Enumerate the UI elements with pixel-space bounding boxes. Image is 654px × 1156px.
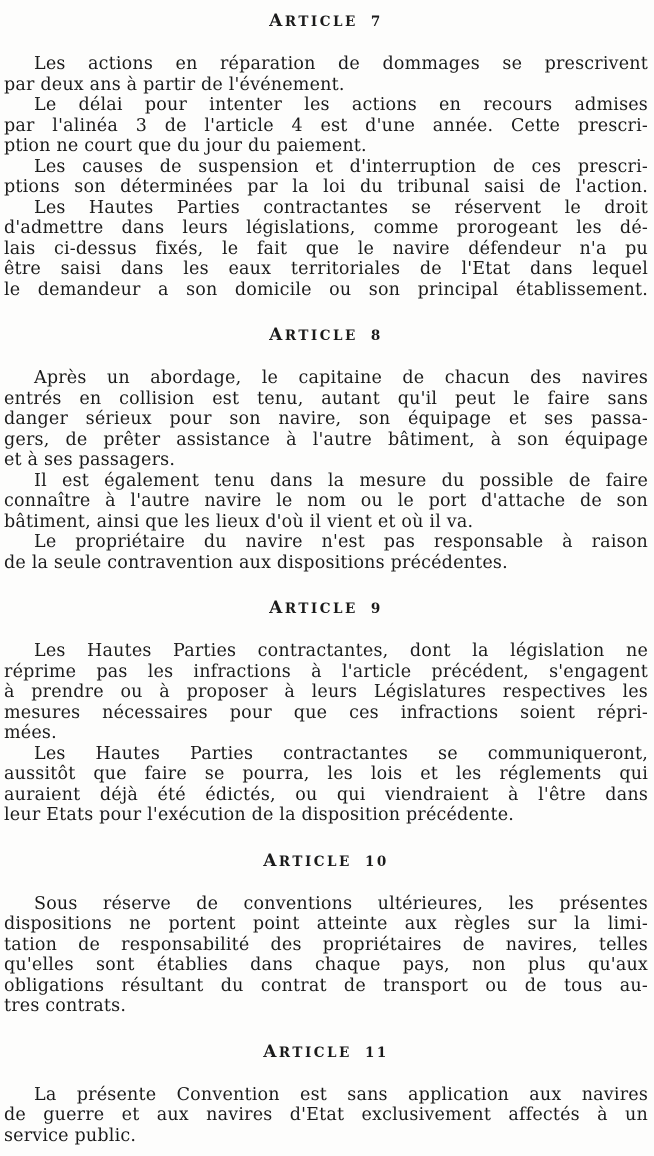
paragraph-line: Les Hautes Parties contractantes se réservent le droit bbox=[34, 197, 648, 218]
article-7-section bbox=[4, 11, 648, 300]
article-10-section bbox=[4, 851, 648, 1017]
paragraph-line: entrés en collision est tenu, autant qu'il peut le faire sans bbox=[4, 388, 648, 409]
article-11-heading: ARTICLE 11 bbox=[263, 1041, 389, 1062]
paragraph-line: Il est également tenu dans la mesure du possible de faire bbox=[34, 470, 648, 491]
paragraph-line: gers, de prêter assistance à l'autre bâtiment, à son équipage bbox=[4, 429, 648, 450]
paragraph-line: tation de responsabilité des propriétaires de navires, telles bbox=[4, 934, 648, 955]
article-7-paragraph-3 bbox=[4, 157, 648, 198]
paragraph-line: Le délai pour intenter les actions en recours admises bbox=[34, 95, 648, 115]
paragraph-line: danger sérieux pour son navire, son équipage et ses passa- bbox=[4, 409, 648, 429]
paragraph-line: Sous réserve de conventions ultérieures, les présentes bbox=[34, 893, 648, 914]
paragraph-line: service public. bbox=[4, 1125, 137, 1146]
paragraph-line: ptions son déterminées par la loi du tribunal saisi de l'action. bbox=[4, 177, 648, 197]
paragraph-line: obligations résultant du contrat de transport ou de tous au- bbox=[4, 975, 648, 996]
article-9-section bbox=[4, 598, 648, 826]
article-10-paragraph-1 bbox=[4, 894, 648, 1017]
article-10-heading: ARTICLE 10 bbox=[263, 850, 389, 871]
paragraph-line: mées. bbox=[4, 723, 57, 743]
paragraph-line: ption ne court que du jour du paiement. bbox=[4, 136, 367, 156]
paragraph-line: le demandeur a son domicile ou son principal établissement. bbox=[4, 279, 648, 300]
article-9-paragraph-2 bbox=[4, 744, 648, 826]
paragraph-line: réprime pas les infractions à l'article précédent, s'engagent bbox=[4, 661, 648, 682]
paragraph-line: bâtiment, ainsi que les lieux d'où il vient et où il va. bbox=[4, 511, 474, 532]
paragraph-line: La présente Convention est sans application aux navires bbox=[34, 1084, 648, 1105]
article-8-paragraph-1 bbox=[4, 368, 648, 471]
paragraph-line: qu'elles sont établies dans chaque pays, non plus qu'aux bbox=[4, 955, 648, 975]
article-9-paragraph-1 bbox=[4, 641, 648, 744]
article-8-paragraph-3 bbox=[4, 532, 648, 573]
article-11-section bbox=[4, 1042, 648, 1147]
paragraph-line: par deux ans à partir de l'événement. bbox=[4, 74, 345, 95]
paragraph-line: Les actions en réparation de dommages se prescrivent bbox=[34, 54, 648, 74]
paragraph-line: auraient déjà été édictés, ou qui viendraient à l'être dans bbox=[4, 784, 648, 805]
paragraph-line: connaître à l'autre navire le nom ou le port d'attache de son bbox=[4, 491, 648, 511]
article-7-paragraph-1 bbox=[4, 54, 648, 95]
paragraph-line: être saisi dans les eaux territoriales de l'Etat dans lequel bbox=[4, 259, 648, 279]
paragraph-line: mesures nécessaires pour que ces infractions soient répri- bbox=[4, 702, 648, 723]
paragraph-line: leur Etats pour l'exécution de la disposition précédente. bbox=[4, 805, 515, 825]
article-7-paragraph-4 bbox=[4, 198, 648, 301]
article-11-paragraph-1 bbox=[4, 1085, 648, 1147]
article-8-section bbox=[4, 325, 648, 573]
paragraph-line: Les Hautes Parties contractantes se communiqueront, bbox=[34, 743, 648, 764]
paragraph-line: de la seule contravention aux dispositions précédentes. bbox=[4, 552, 508, 573]
paragraph-line: par l'alinéa 3 de l'article 4 est d'une année. Cette prescri- bbox=[4, 115, 648, 136]
paragraph-line: tres contrats. bbox=[4, 996, 127, 1016]
article-9-heading: ARTICLE 9 bbox=[269, 598, 383, 618]
paragraph-line: Les Hautes Parties contractantes, dont la législation ne bbox=[34, 641, 648, 661]
paragraph-line: lais ci-dessus fixés, le fait que le navire défendeur n'a pu bbox=[4, 238, 648, 259]
article-8-paragraph-2 bbox=[4, 471, 648, 533]
paragraph-line: dispositions ne portent point atteinte aux règles sur la limi- bbox=[4, 914, 648, 934]
paragraph-line: à prendre ou à proposer à leurs Législatures respectives les bbox=[4, 682, 648, 702]
paragraph-line: de guerre et aux navires d'Etat exclusivement affectés à un bbox=[4, 1105, 648, 1125]
article-8-heading: ARTICLE 8 bbox=[269, 325, 383, 345]
paragraph-line: Après un abordage, le capitaine de chacun des navires bbox=[34, 368, 648, 388]
article-7-paragraph-2 bbox=[4, 95, 648, 157]
paragraph-line: et à ses passagers. bbox=[4, 450, 176, 470]
paragraph-line: d'admettre dans leurs législations, comme prorogeant les dé- bbox=[4, 218, 648, 238]
paragraph-line: Les causes de suspension et d'interruption de ces prescri- bbox=[34, 156, 648, 177]
article-7-heading: ARTICLE 7 bbox=[269, 11, 383, 31]
paragraph-line: Le propriétaire du navire n'est pas responsable à raison bbox=[34, 532, 648, 552]
paragraph-line: aussitôt que faire se pourra, les lois et les réglements qui bbox=[4, 764, 648, 784]
